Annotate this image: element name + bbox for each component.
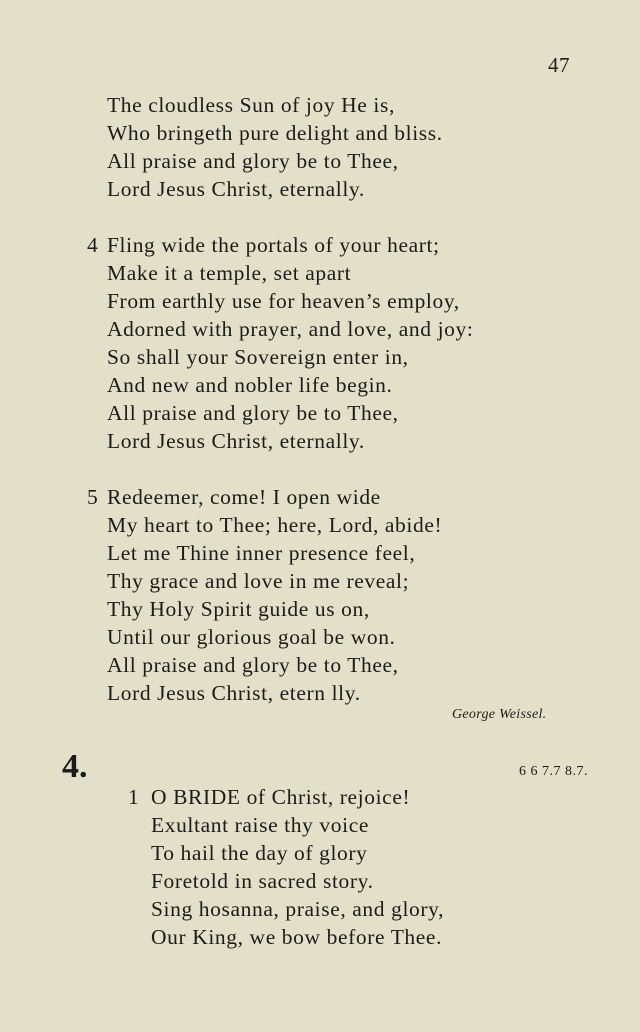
hymn-line: Until our glorious goal be won. [107, 625, 396, 649]
hymn-line: Let me Thine inner presence feel, [107, 541, 416, 565]
hymn-line: Thy grace and love in me reveal; [107, 569, 410, 593]
stanza-number: 1 [128, 785, 139, 809]
meter-label: 6 6 7.7 8.7. [519, 764, 588, 779]
hymn-line: And new and nobler life begin. [107, 373, 393, 397]
page-number: 47 [548, 53, 570, 77]
hymn-line: Redeemer, come! I open wide [107, 485, 381, 509]
hymn-line: Our King, we bow before Thee. [151, 925, 443, 949]
hymn-line: Lord Jesus Christ, etern lly. [107, 681, 361, 705]
hymn-line: Foretold in sacred story. [151, 869, 374, 893]
hymn-line: From earthly use for heaven’s employ, [107, 289, 460, 313]
hymn-line: Sing hosanna, praise, and glory, [151, 897, 445, 921]
hymn-line: Adorned with prayer, and love, and joy: [107, 317, 474, 341]
hymn-line: All praise and glory be to Thee, [107, 149, 399, 173]
hymn-line: Lord Jesus Christ, eternally. [107, 177, 365, 201]
hymn-line: Who bringeth pure delight and bliss. [107, 121, 443, 145]
hymn-line: All praise and glory be to Thee, [107, 401, 399, 425]
hymn-line: My heart to Thee; here, Lord, abide! [107, 513, 443, 537]
stanza-number: 4 [87, 233, 98, 257]
hymn-line: To hail the day of glory [151, 841, 368, 865]
hymn-line: Thy Holy Spirit guide us on, [107, 597, 370, 621]
stanza-number: 5 [87, 485, 98, 509]
hymn-line: The cloudless Sun of joy He is, [107, 93, 395, 117]
author-attribution: George Weissel. [452, 707, 547, 722]
hymn-line: O BRIDE of Christ, rejoice! [151, 785, 411, 809]
hymn-number: 4. [62, 748, 88, 785]
hymn-line: All praise and glory be to Thee, [107, 653, 399, 677]
hymn-line: So shall your Sovereign enter in, [107, 345, 409, 369]
hymn-line: Lord Jesus Christ, eternally. [107, 429, 365, 453]
hymn-line: Exultant raise thy voice [151, 813, 369, 837]
hymn-line: Make it a temple, set apart [107, 261, 352, 285]
hymn-line: Fling wide the portals of your heart; [107, 233, 440, 257]
